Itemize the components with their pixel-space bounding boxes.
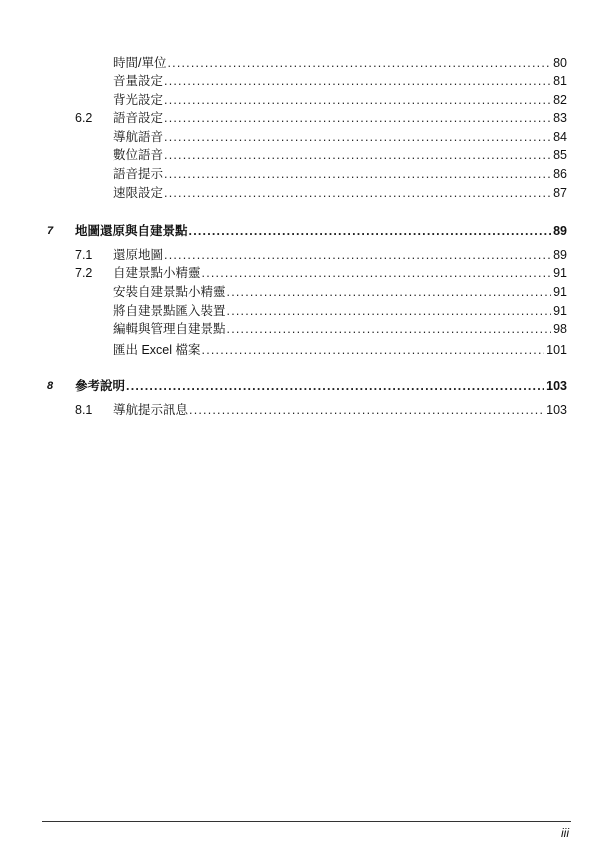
toc-chapter-number: 7 xyxy=(47,225,54,237)
toc-entry-page: 87 xyxy=(553,186,567,200)
toc-entry-page: 91 xyxy=(553,266,567,280)
toc-entry xyxy=(0,184,613,202)
toc-entry-number: 6.2 xyxy=(75,111,93,125)
dot-leader xyxy=(164,146,551,164)
dot-leader xyxy=(167,54,551,72)
toc-entry xyxy=(0,54,613,72)
toc-chapter xyxy=(0,222,613,240)
toc-entry-page: 89 xyxy=(553,248,567,262)
toc-entry xyxy=(0,401,613,419)
dot-leader xyxy=(164,72,551,90)
toc-entry-title: 時間/單位 xyxy=(113,56,167,70)
toc-entry-page: 101 xyxy=(546,343,567,357)
toc-entry-page: 91 xyxy=(553,304,567,318)
toc-entry-title: 導航語音 xyxy=(113,130,164,144)
dot-leader xyxy=(164,91,551,109)
toc-chapter-number: 8 xyxy=(47,380,54,392)
toc-entry-title: 導航提示訊息 xyxy=(113,403,189,417)
toc-entry xyxy=(0,264,613,282)
toc-chapter-title: 參考說明 xyxy=(75,379,126,393)
toc-entry xyxy=(0,91,613,109)
toc-entry-title: 安裝自建景點小精靈 xyxy=(113,285,226,299)
dot-leader xyxy=(227,283,552,301)
dot-leader xyxy=(227,302,552,320)
dot-leader xyxy=(202,341,545,359)
dot-leader xyxy=(189,222,552,240)
dot-leader xyxy=(189,401,544,419)
toc-entry-title: 音量設定 xyxy=(113,74,164,88)
dot-leader xyxy=(164,109,551,127)
toc-entry-page: 85 xyxy=(553,148,567,162)
toc-entry xyxy=(0,109,613,127)
toc-entry-number: 7.1 xyxy=(75,248,93,262)
toc-entry-number: 7.2 xyxy=(75,266,93,280)
toc-entry-title: 數位語音 xyxy=(113,148,164,162)
toc-entry xyxy=(0,302,613,320)
footer-divider xyxy=(42,821,571,822)
toc-chapter-title: 地圖還原與自建景點 xyxy=(75,224,188,238)
dot-leader xyxy=(202,264,552,282)
toc-chapter xyxy=(0,377,613,395)
toc-entry-page: 98 xyxy=(553,322,567,336)
toc-entry-page: 81 xyxy=(553,74,567,88)
toc-entry-title: 語音提示 xyxy=(113,167,164,181)
toc-entry xyxy=(0,341,613,359)
dot-leader xyxy=(126,377,544,395)
toc-entry xyxy=(0,246,613,264)
toc-entry-page: 84 xyxy=(553,130,567,144)
toc-entry-page: 86 xyxy=(553,167,567,181)
toc-entry-title: 匯出 Excel 檔案 xyxy=(113,343,201,357)
toc-entry-title: 速限設定 xyxy=(113,186,164,200)
toc-chapter-page: 103 xyxy=(546,379,567,393)
toc-entry-title: 還原地圖 xyxy=(113,248,164,262)
toc-entry-title: 自建景點小精靈 xyxy=(113,266,201,280)
toc-entry-title: 背光設定 xyxy=(113,93,164,107)
page-number: iii xyxy=(561,826,569,840)
toc-entry xyxy=(0,320,613,338)
toc-entry xyxy=(0,283,613,301)
toc-chapter-page: 89 xyxy=(553,224,567,238)
toc-entry xyxy=(0,72,613,90)
toc-entry-page: 103 xyxy=(546,403,567,417)
toc-entry-page: 91 xyxy=(553,285,567,299)
dot-leader xyxy=(164,165,551,183)
toc-entry-title: 將自建景點匯入裝置 xyxy=(113,304,226,318)
toc-entry-title: 編輯與管理自建景點 xyxy=(113,322,226,336)
toc-entry-page: 80 xyxy=(553,56,567,70)
toc-entry-number: 8.1 xyxy=(75,403,93,417)
dot-leader xyxy=(227,320,552,338)
toc-entry xyxy=(0,165,613,183)
toc-entry-page: 82 xyxy=(553,93,567,107)
toc-entry-page: 83 xyxy=(553,111,567,125)
dot-leader xyxy=(164,184,551,202)
dot-leader xyxy=(164,128,551,146)
toc-entry xyxy=(0,146,613,164)
dot-leader xyxy=(164,246,551,264)
toc-entry xyxy=(0,128,613,146)
toc-entry-title: 語音設定 xyxy=(113,111,164,125)
